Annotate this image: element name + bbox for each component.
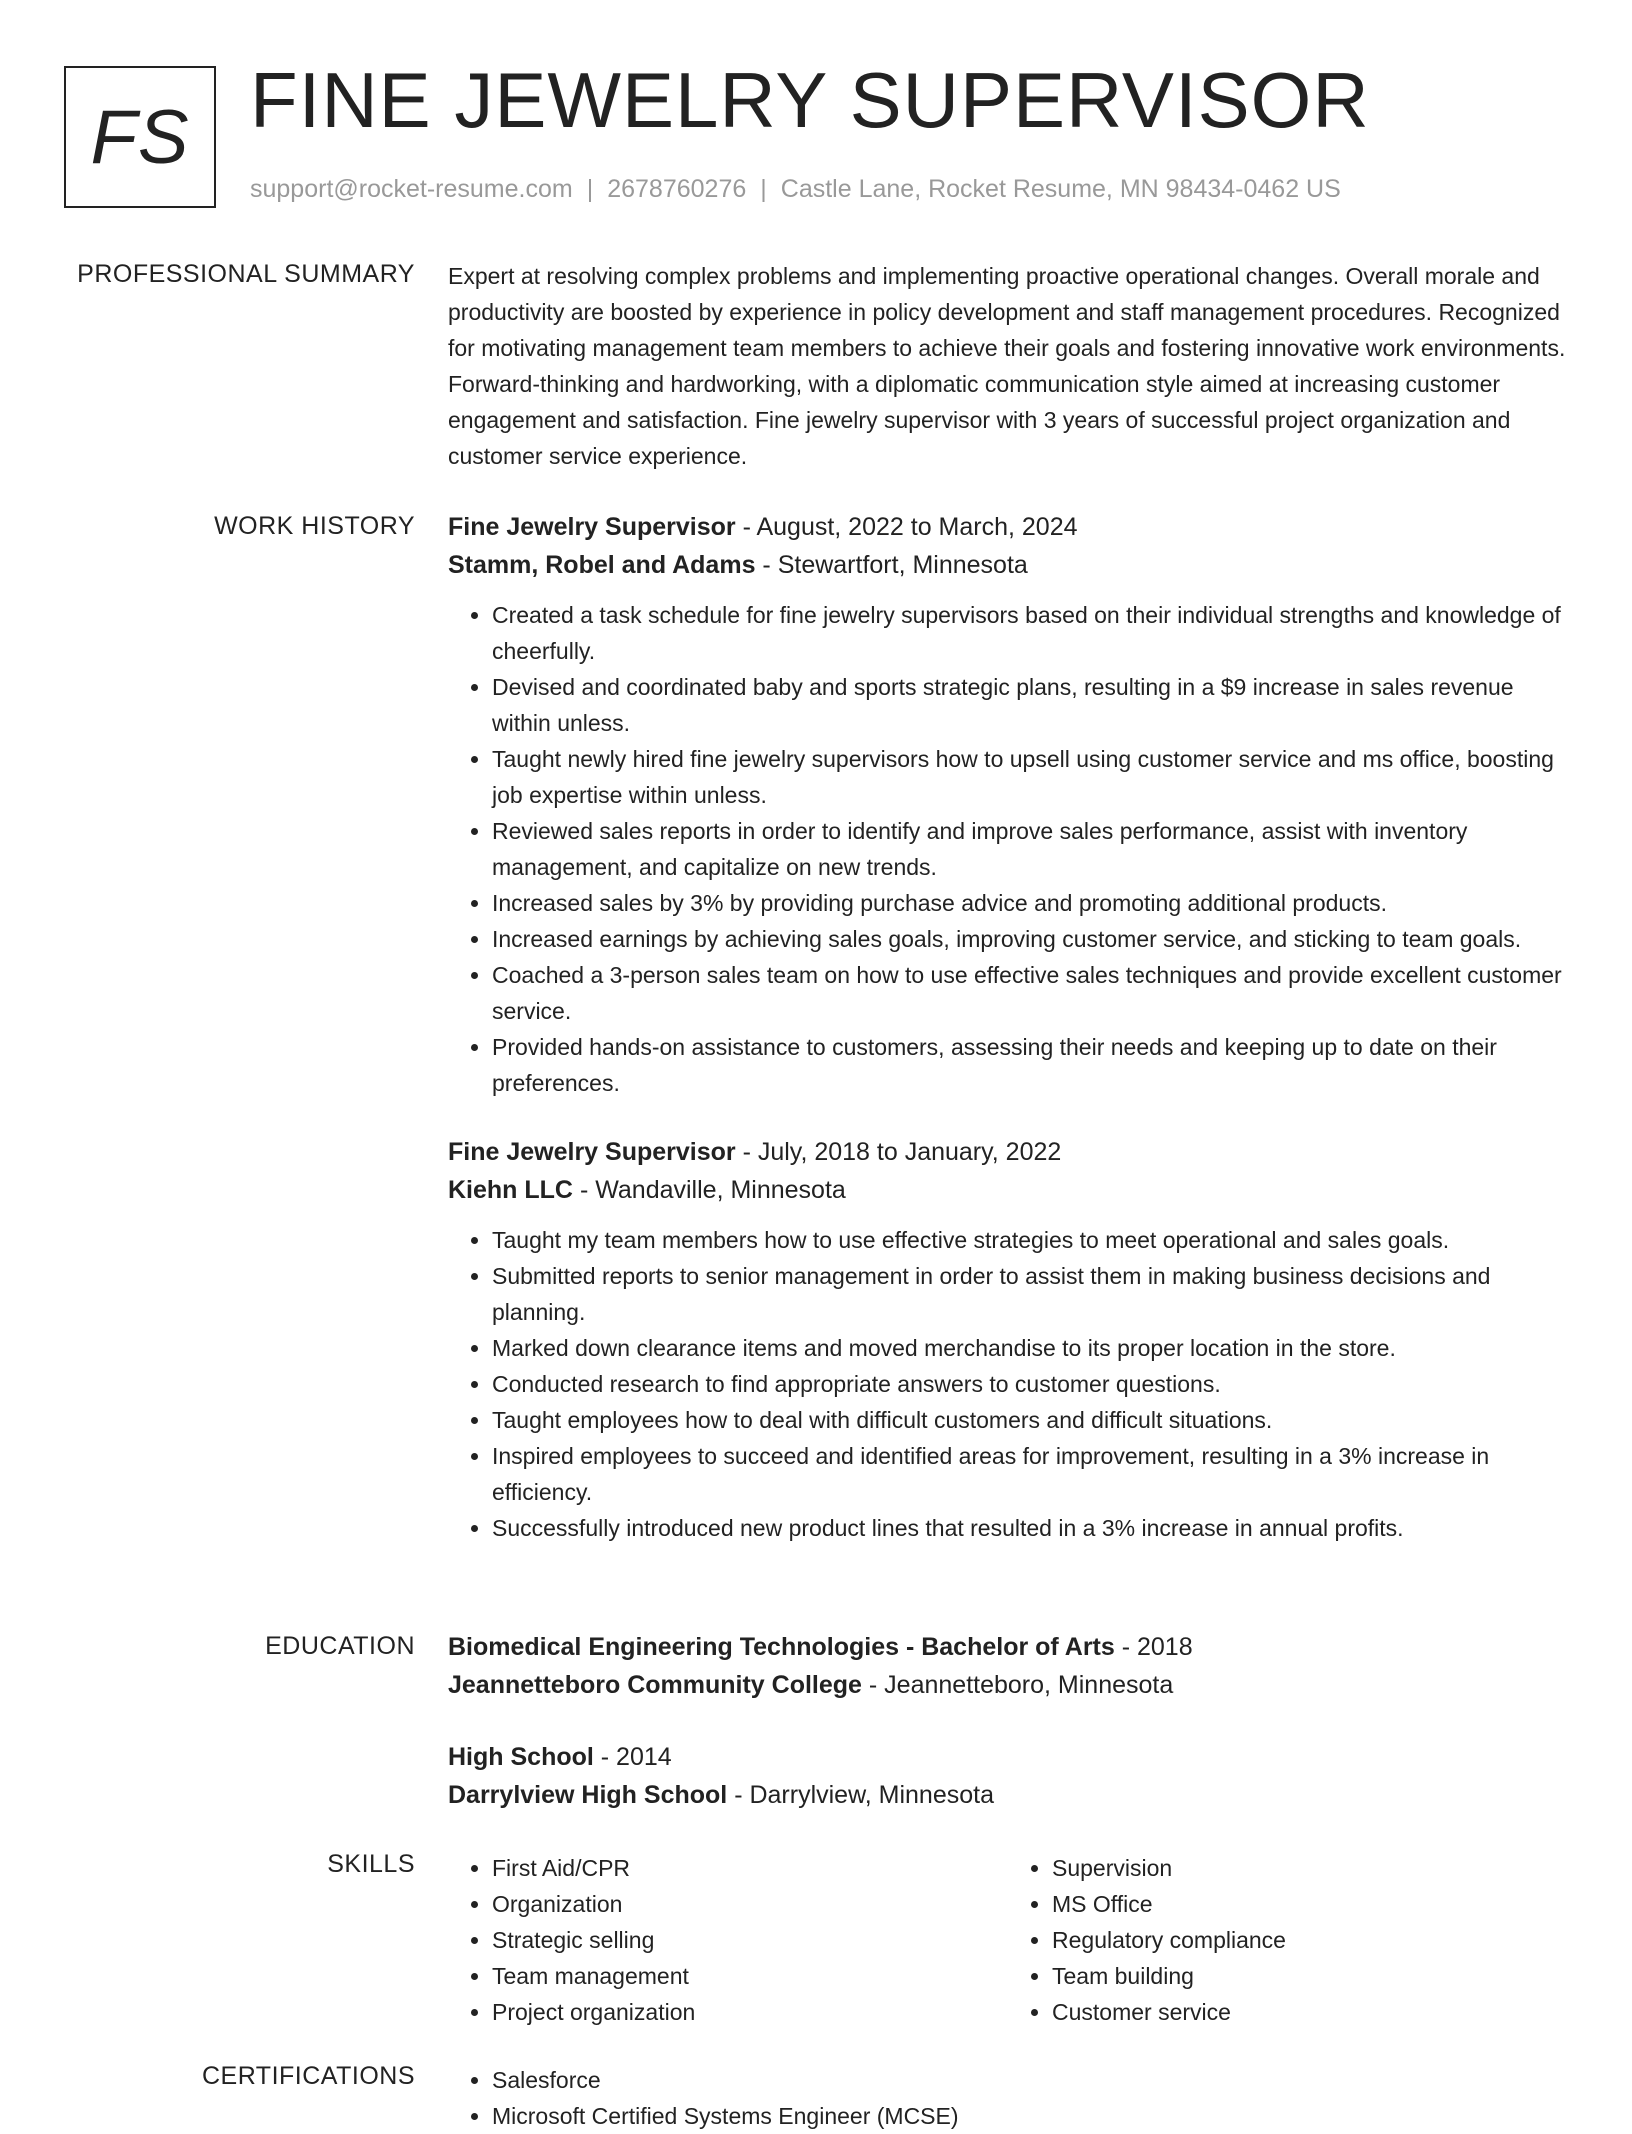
section-label-work-history: WORK HISTORY — [214, 512, 415, 540]
job-bullet: • Submitted reports to senior management in order to assist them in making business decisions and planning. — [492, 1258, 1568, 1330]
education-degree: Biomedical Engineering Technologies - Bachelor of Arts — [448, 1633, 1115, 1661]
contact-phone: 2678760276 — [607, 175, 747, 203]
skill-item: • Team management — [492, 1958, 1008, 1994]
job-dates: - July, 2018 to January, 2022 — [735, 1138, 1062, 1166]
skills-list-right — [1008, 1850, 1568, 2030]
education-year: - 2018 — [1114, 1633, 1193, 1661]
job-title: Fine Jewelry Supervisor — [448, 1138, 736, 1166]
page-title: FINE JEWELRY SUPERVISOR — [250, 56, 1370, 144]
job-bullet: • Taught newly hired fine jewelry supervisors how to upsell using customer service and ms office, boosting job expertise within unless. — [492, 741, 1568, 813]
job-bullets — [448, 597, 1568, 1101]
job-company: Stamm, Robel and Adams — [448, 551, 756, 579]
job-title-line — [448, 1133, 1568, 1171]
summary-body — [448, 258, 1568, 474]
job-entry — [448, 1133, 1568, 1546]
contact-address: Castle Lane, Rocket Resume, MN 98434-0462 US — [780, 175, 1341, 203]
skill-item: • Team building — [1052, 1958, 1568, 1994]
monogram-badge: FS — [64, 66, 216, 208]
education-school: Darrylview High School — [448, 1781, 728, 1809]
education-degree-line — [448, 1738, 1568, 1776]
education-body — [448, 1628, 1568, 1814]
job-bullet: • Devised and coordinated baby and sports strategic plans, resulting in a $9 increase in sales revenue within unless. — [492, 669, 1568, 741]
section-label-certifications: CERTIFICATIONS — [201, 2062, 415, 2090]
certification-item: • Microsoft Certified Systems Engineer (MCSE) — [492, 2098, 1568, 2134]
job-bullets — [448, 1222, 1568, 1546]
skill-item: • Supervision — [1052, 1850, 1568, 1886]
job-bullet: • Taught my team members how to use effective strategies to meet operational and sales goals. — [492, 1222, 1568, 1258]
section-label-summary: PROFESSIONAL SUMMARY — [77, 260, 415, 288]
education-location: - Darrylview, Minnesota — [727, 1781, 994, 1809]
skill-item: • Organization — [492, 1886, 1008, 1922]
skills-body — [448, 1850, 1568, 2030]
job-bullet: • Reviewed sales reports in order to identify and improve sales performance, assist with inventory management, and capitalize on new trends. — [492, 813, 1568, 885]
education-entry — [448, 1738, 1568, 1814]
job-bullet: • Provided hands-on assistance to customers, assessing their needs and keeping up to date on their preferences. — [492, 1029, 1568, 1101]
job-dates: - August, 2022 to March, 2024 — [735, 513, 1078, 541]
skill-item: • Project organization — [492, 1994, 1008, 2030]
skill-item: • Customer service — [1052, 1994, 1568, 2030]
job-bullet: • Inspired employees to succeed and identified areas for improvement, resulting in a 3% increase in efficiency. — [492, 1438, 1568, 1510]
contact-email: support@rocket-resume.com — [250, 175, 573, 203]
job-bullet: • Coached a 3-person sales team on how to use effective sales techniques and provide excellent customer service. — [492, 957, 1568, 1029]
job-entry — [448, 508, 1568, 1101]
skill-item: • Regulatory compliance — [1052, 1922, 1568, 1958]
job-bullet: • Successfully introduced new product lines that resulted in a 3% increase in annual profits. — [492, 1510, 1568, 1546]
job-title-line — [448, 508, 1568, 546]
education-school: Jeannetteboro Community College — [448, 1671, 862, 1699]
education-school-line — [448, 1776, 1568, 1814]
education-degree: High School — [448, 1743, 594, 1771]
education-year: - 2014 — [593, 1743, 672, 1771]
contact-line — [250, 175, 1341, 204]
contact-separator: | — [586, 175, 594, 203]
job-location: - Stewartfort, Minnesota — [755, 551, 1028, 579]
skills-list-left — [448, 1850, 1008, 2030]
job-bullet: • Marked down clearance items and moved merchandise to its proper location in the store. — [492, 1330, 1568, 1366]
skill-item: • Strategic selling — [492, 1922, 1008, 1958]
education-school-line — [448, 1666, 1568, 1704]
education-location: - Jeannetteboro, Minnesota — [861, 1671, 1174, 1699]
job-location: - Wandaville, Minnesota — [573, 1176, 846, 1204]
education-entry — [448, 1628, 1568, 1704]
job-bullet: • Increased sales by 3% by providing purchase advice and promoting additional products. — [492, 885, 1568, 921]
certifications-list — [448, 2062, 1568, 2134]
skill-item: • MS Office — [1052, 1886, 1568, 1922]
certification-item: • Salesforce — [492, 2062, 1568, 2098]
job-company-line — [448, 1171, 1568, 1209]
job-company: Kiehn LLC — [448, 1176, 573, 1204]
job-bullet: • Taught employees how to deal with difficult customers and difficult situations. — [492, 1402, 1568, 1438]
section-label-skills: SKILLS — [327, 1850, 415, 1878]
job-company-line — [448, 546, 1568, 584]
education-degree-line — [448, 1628, 1568, 1666]
certifications-body — [448, 2062, 1568, 2134]
section-label-education: EDUCATION — [265, 1632, 415, 1660]
job-bullet: • Increased earnings by achieving sales goals, improving customer service, and sticking to team goals. — [492, 921, 1568, 957]
summary-text: Expert at resolving complex problems and implementing proactive operational changes. Overall morale and productivity are boosted by experience in policy development and staff management procedures. Recognized for motivating management team members to achieve their goals and fostering innovative work environments. Forward-thinking and hardworking, with a diplomatic communication style aimed at increasing customer engagement and satisfaction. Fine jewelry supervisor with 3 years of successful project organization and customer service experience. — [448, 263, 1566, 469]
skill-item: • First Aid/CPR — [492, 1850, 1008, 1886]
job-bullet: • Created a task schedule for fine jewelry supervisors based on their individual strengths and knowledge of cheerfully. — [492, 597, 1568, 669]
job-title: Fine Jewelry Supervisor — [448, 513, 736, 541]
contact-separator: | — [760, 175, 767, 203]
job-bullet: • Conducted research to find appropriate answers to customer questions. — [492, 1366, 1568, 1402]
work-history-body — [448, 508, 1568, 1546]
